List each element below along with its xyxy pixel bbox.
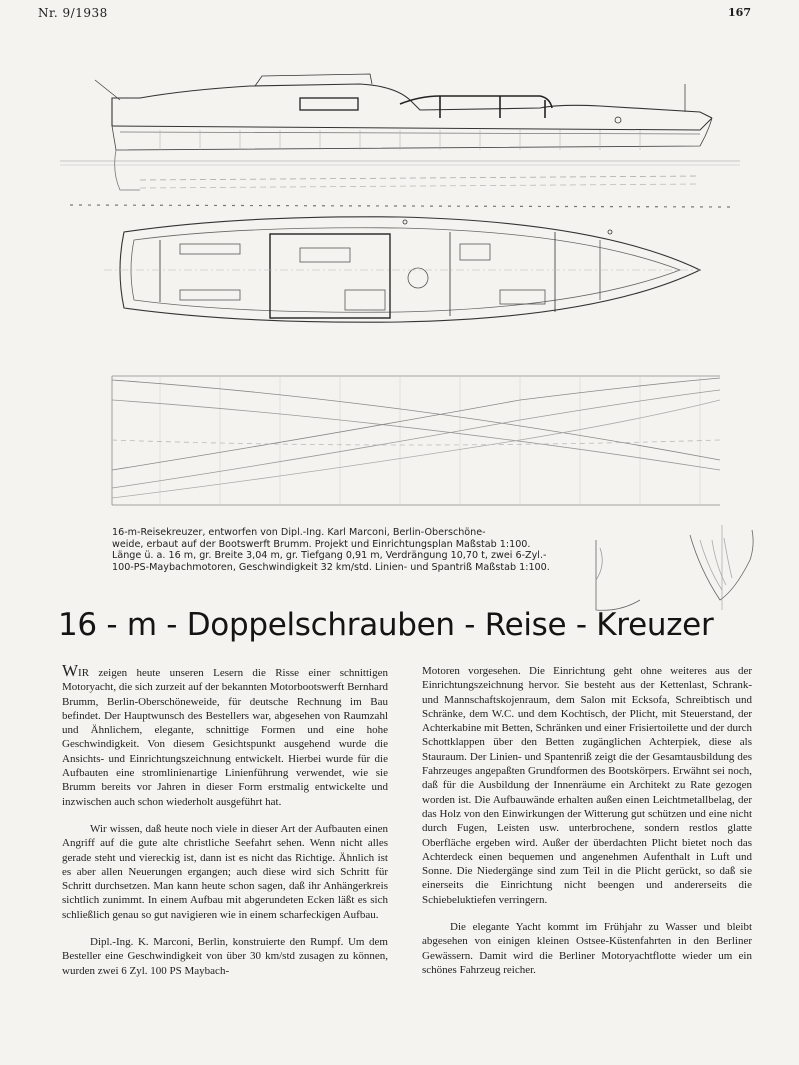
article-column-right [422, 664, 752, 990]
article-paragraph: Dipl.-Ing. K. Marconi, Berlin, konstruierte den Rumpf. Um dem Besteller eine Geschwindigkeit von über 30 km/std zusagen zu können, wurden zwei 6 Zyl. 100 PS Maybach- [62, 936, 388, 977]
drop-cap: W [62, 661, 79, 680]
issue-number: Nr. 9/1938 [38, 6, 108, 20]
article-paragraph: Die elegante Yacht kommt im Frühjahr zu Wasser und bleibt abgesehen von einigen kleinen Ostsee-Küstenfahrten in den Berliner Gewässern. Damit wird die Berliner Motoryachtflotte wieder um ein schönes Fahrzeug reicher. [422, 921, 752, 976]
paragraph-text: IR zeigen heute unseren Lesern die Risse einer schnittigen Motoryacht, die sich zurzeit auf der bekannten Motorbootswerft Bernhard Brumm, Berlin-Oberschöneweide, für deutsche Rechnung im Bau befindet. Der Hauptwunsch des Bestellers war, abgesehen von Raumzahl und Ähnlichem, elegante, schnittige Formen und eine hohe Geschwindigkeit. Von diesem Gesichtspunkt ausgehend wurde die Ansichts- und Einrichtungszeichnung entwickelt. Hierbei wurde für die Aufbauten eine stromlinienartige Linienführung verwendet, wie sie Brumm bereits vor Jahren in dieser Form erstmalig entwickelte und inzwischen auch schon wiederholt ausgeführt hat. [62, 667, 388, 808]
article-paragraph: Motoren vorgesehen. Die Einrichtung geht ohne weiteres aus der Einrichtungszeichnung hervor. Sie besteht aus der Kettenlast, Schrank- und Mannschaftskojenraum, dem Salon mit Ecksofa, Schreibtisch und Schränke, dem W.C. und dem Kochtisch, der Plicht, mit Steuerstand, der Achterkabine mit Betten, Schränken und einer Frisiertoilette und der durch Schottklappen über den Betten zugänglichen Achterpiek, diese als Stauraum. Der Linien- und Spantenriß zeigt die der Gesamtausbildung des Fahrzeuges angepaßten Grundformen des Bootskörpers. Erwähnt sei noch, daß für die Ausbildung der Innenräume ein Architekt zu Rate gezogen worden ist. Die Aufbauwände erhalten außen einen Leichtmetallbelag, der das Holz von den Einwirkungen der Witterung gut schützen und eine nicht durch Fugen, Leisten usw. unterbrochene, sondern restlos glatte Oberfläche ergeben wird. Außer der überdachten Plicht bietet noch das Achterdeck einen bequemen und angenehmen Aufenthalt in Luft und Sonne. Die Niedergänge sind zum Teil in die Plicht gerückt, so daß sie einerseits die Einrichtung nicht beengen und andererseits die Schiebeluktiefen verringern. [422, 665, 752, 906]
caption-line: 16-m-Reisekreuzer, entworfen von Dipl.-Ing. Karl Marconi, Berlin-Oberschöne- [112, 527, 486, 538]
side-elevation [60, 74, 740, 190]
deck-plan [104, 217, 700, 322]
figure-caption [112, 527, 612, 573]
article-paragraph [62, 661, 388, 809]
caption-line: 100-PS-Maybachmotoren, Geschwindigkeit 32 km/std. Linien- und Spantriß Maßstab 1:100. [112, 561, 550, 573]
article-headline: 16 - m - Doppelschrauben - Reise - Kreuzer [58, 607, 714, 643]
body-sections-drawing [596, 525, 753, 610]
lines-plan [112, 376, 720, 505]
page-number: 167 [728, 6, 751, 19]
article-column-left [62, 661, 388, 991]
caption-line: weide, erbaut auf der Bootswerft Brumm. Projekt und Einrichtungsplan Maßstab 1:100. [112, 538, 531, 550]
caption-line: Länge ü. a. 16 m, gr. Breite 3,04 m, gr. Tiefgang 0,91 m, Verdrängung 10,70 t, zwei 6-Zyl.- [112, 550, 547, 561]
article-paragraph: Wir wissen, daß heute noch viele in dieser Art der Aufbauten einen Angriff auf die gute alte christliche Seefahrt sehen. Wenn nicht alles gerade steht und viereckig ist, dann ist es nicht das Richtige. Ähnlich ist es aber allen Neuerungen ergangen; auch diese wird sich Schritt für Schritt durchsetzen. Man kann heute schon sagen, daß ihr Anhängerkreis sichtlich zunimmt. In einem Aufbau mit abgerundeten Ecken läßt es sich schließlich genau so gut navigieren wie in einem scharfeckigen Aufbau. [62, 822, 388, 921]
